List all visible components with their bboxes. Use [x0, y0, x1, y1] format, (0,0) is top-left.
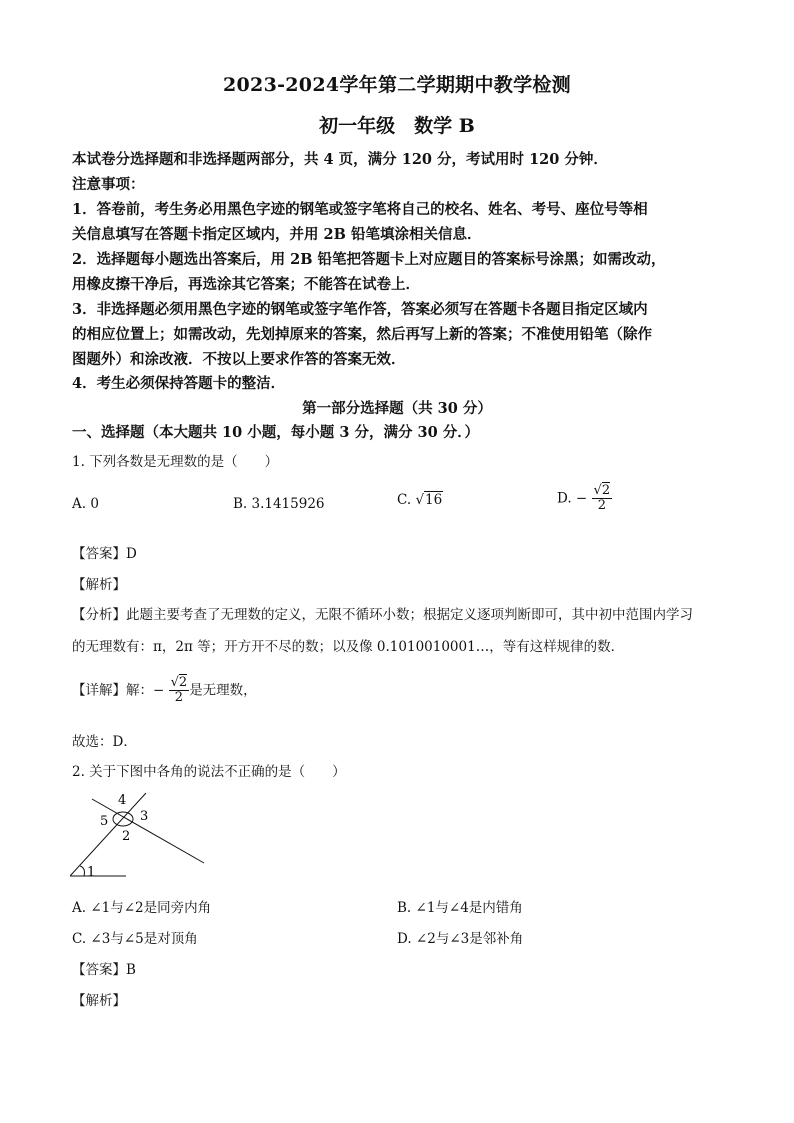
q1-answer-value: D: [126, 546, 137, 562]
xiangjie-den: 2: [174, 690, 184, 706]
q1-option-d-den: 2: [597, 498, 606, 514]
angle-label-3: 3: [140, 809, 149, 824]
q1-fenxi-line1: [72, 603, 693, 623]
note-3c: 图题外）和涂改液．不按以上要求作答的答案无效．: [72, 351, 406, 368]
q2-option-a: A. ∠1与∠2是同旁内角: [72, 900, 212, 916]
note-3a: 3．非选择题必须用黑色字迹的钢笔或签字笔作答，答案必须写在答题卡各题目指定区域内: [72, 301, 648, 318]
sqrt-symbol: √16: [415, 492, 443, 508]
answer-tag: 【答案】: [72, 962, 126, 978]
note-2b: 用橡皮擦干净后，再选涂其它答案；不能答在试卷上．: [72, 276, 420, 293]
q1-option-d-num: 2: [601, 483, 611, 498]
q2-analysis-tag: 【解析】: [72, 993, 126, 1009]
fenxi-text-1: 此题主要考查了无理数的定义，无限不循环小数；根据定义逐项判断即可，其中初中范围内学习: [126, 607, 693, 623]
xiangjie-pre: 解：−: [126, 682, 165, 699]
q1-stem: 1. 下列各数是无理数的是（ ）: [72, 454, 279, 470]
part1-heading: 第一部分选择题（共 30 分）: [302, 400, 492, 417]
q2-option-b: B. ∠1与∠4是内错角: [397, 900, 523, 916]
fraction-numerator: √2: [593, 483, 611, 498]
q1-option-c-label: C.: [397, 492, 412, 508]
q1-option-c: [397, 492, 443, 508]
q1-guxuan: 故选：D．: [72, 734, 137, 750]
q1-option-d-label: D. −: [557, 490, 588, 507]
q1-fenxi-line2: 的无理数有：π，2π 等；开方开不尽的数；以及像 0.1010010001…，等有这样规律的数．: [72, 639, 625, 655]
section-heading: 一、选择题（本大题共 10 小题，每小题 3 分，满分 30 分．）: [72, 424, 479, 441]
note-1a: 1．答卷前，考生务必用黑色字迹的钢笔或签字笔将自己的校名、姓名、考号、座位号等相: [72, 201, 648, 218]
note-3b: 的相应位置上；如需改动，先划掉原来的答案，然后再写上新的答案；不准使用铅笔（除作: [72, 326, 652, 343]
exam-subtitle: 初一年级 数学 B: [319, 115, 475, 137]
note-2a: 2．选择题每小题选出答案后，用 2B 铅笔把答题卡上对应题目的答案标号涂黑；如需改动，: [72, 251, 666, 268]
q2-answer: [72, 958, 136, 978]
fraction-numerator: √2: [170, 675, 188, 690]
angle-label-5: 5: [100, 814, 109, 829]
xiangjie-tag: 【详解】: [72, 682, 126, 699]
q1-option-c-radicand: 16: [425, 492, 443, 508]
angle-diagram: [70, 790, 210, 882]
xiangjie-num: 2: [178, 675, 188, 690]
q2-option-c: C. ∠3与∠5是对顶角: [72, 931, 198, 947]
q1-answer: [72, 542, 137, 562]
intro-text: 本试卷分选择题和非选择题两部分，共 4 页，满分 120 分，考试用时 120 分钟．: [72, 151, 608, 168]
notes-heading: 注意事项：: [72, 176, 145, 193]
fenxi-tag: 【分析】: [72, 607, 126, 623]
q2-stem: 2. 关于下图中各角的说法不正确的是（ ）: [72, 764, 346, 780]
q2-option-d: D. ∠2与∠3是邻补角: [397, 931, 524, 947]
xiangjie-fraction: [169, 676, 190, 706]
xiangjie-post: 是无理数，: [189, 682, 257, 699]
angle-1-arc: [80, 866, 85, 876]
q1-option-a: A. 0: [72, 496, 99, 512]
angle-label-2: 2: [122, 829, 131, 844]
angle-label-1: 1: [87, 865, 96, 880]
q1-option-d: [557, 484, 612, 514]
q1-xiangjie: [72, 676, 257, 706]
transversal-line-2: [70, 793, 149, 876]
note-4: 4．考生必须保持答题卡的整洁．: [72, 375, 286, 392]
q2-answer-value: B: [126, 962, 136, 978]
answer-tag: 【答案】: [72, 546, 126, 562]
angle-arc-ellipse: [113, 812, 133, 826]
q1-option-d-fraction: [592, 484, 613, 514]
q1-option-b: B. 3.1415926: [233, 496, 325, 512]
angle-label-4: 4: [118, 793, 127, 808]
q1-analysis-tag: 【解析】: [72, 577, 126, 593]
exam-title: 2023-2024学年第二学期期中教学检测: [223, 74, 571, 96]
note-1b: 关信息填写在答题卡指定区域内，并用 2B 铅笔填涂相关信息．: [72, 226, 482, 243]
